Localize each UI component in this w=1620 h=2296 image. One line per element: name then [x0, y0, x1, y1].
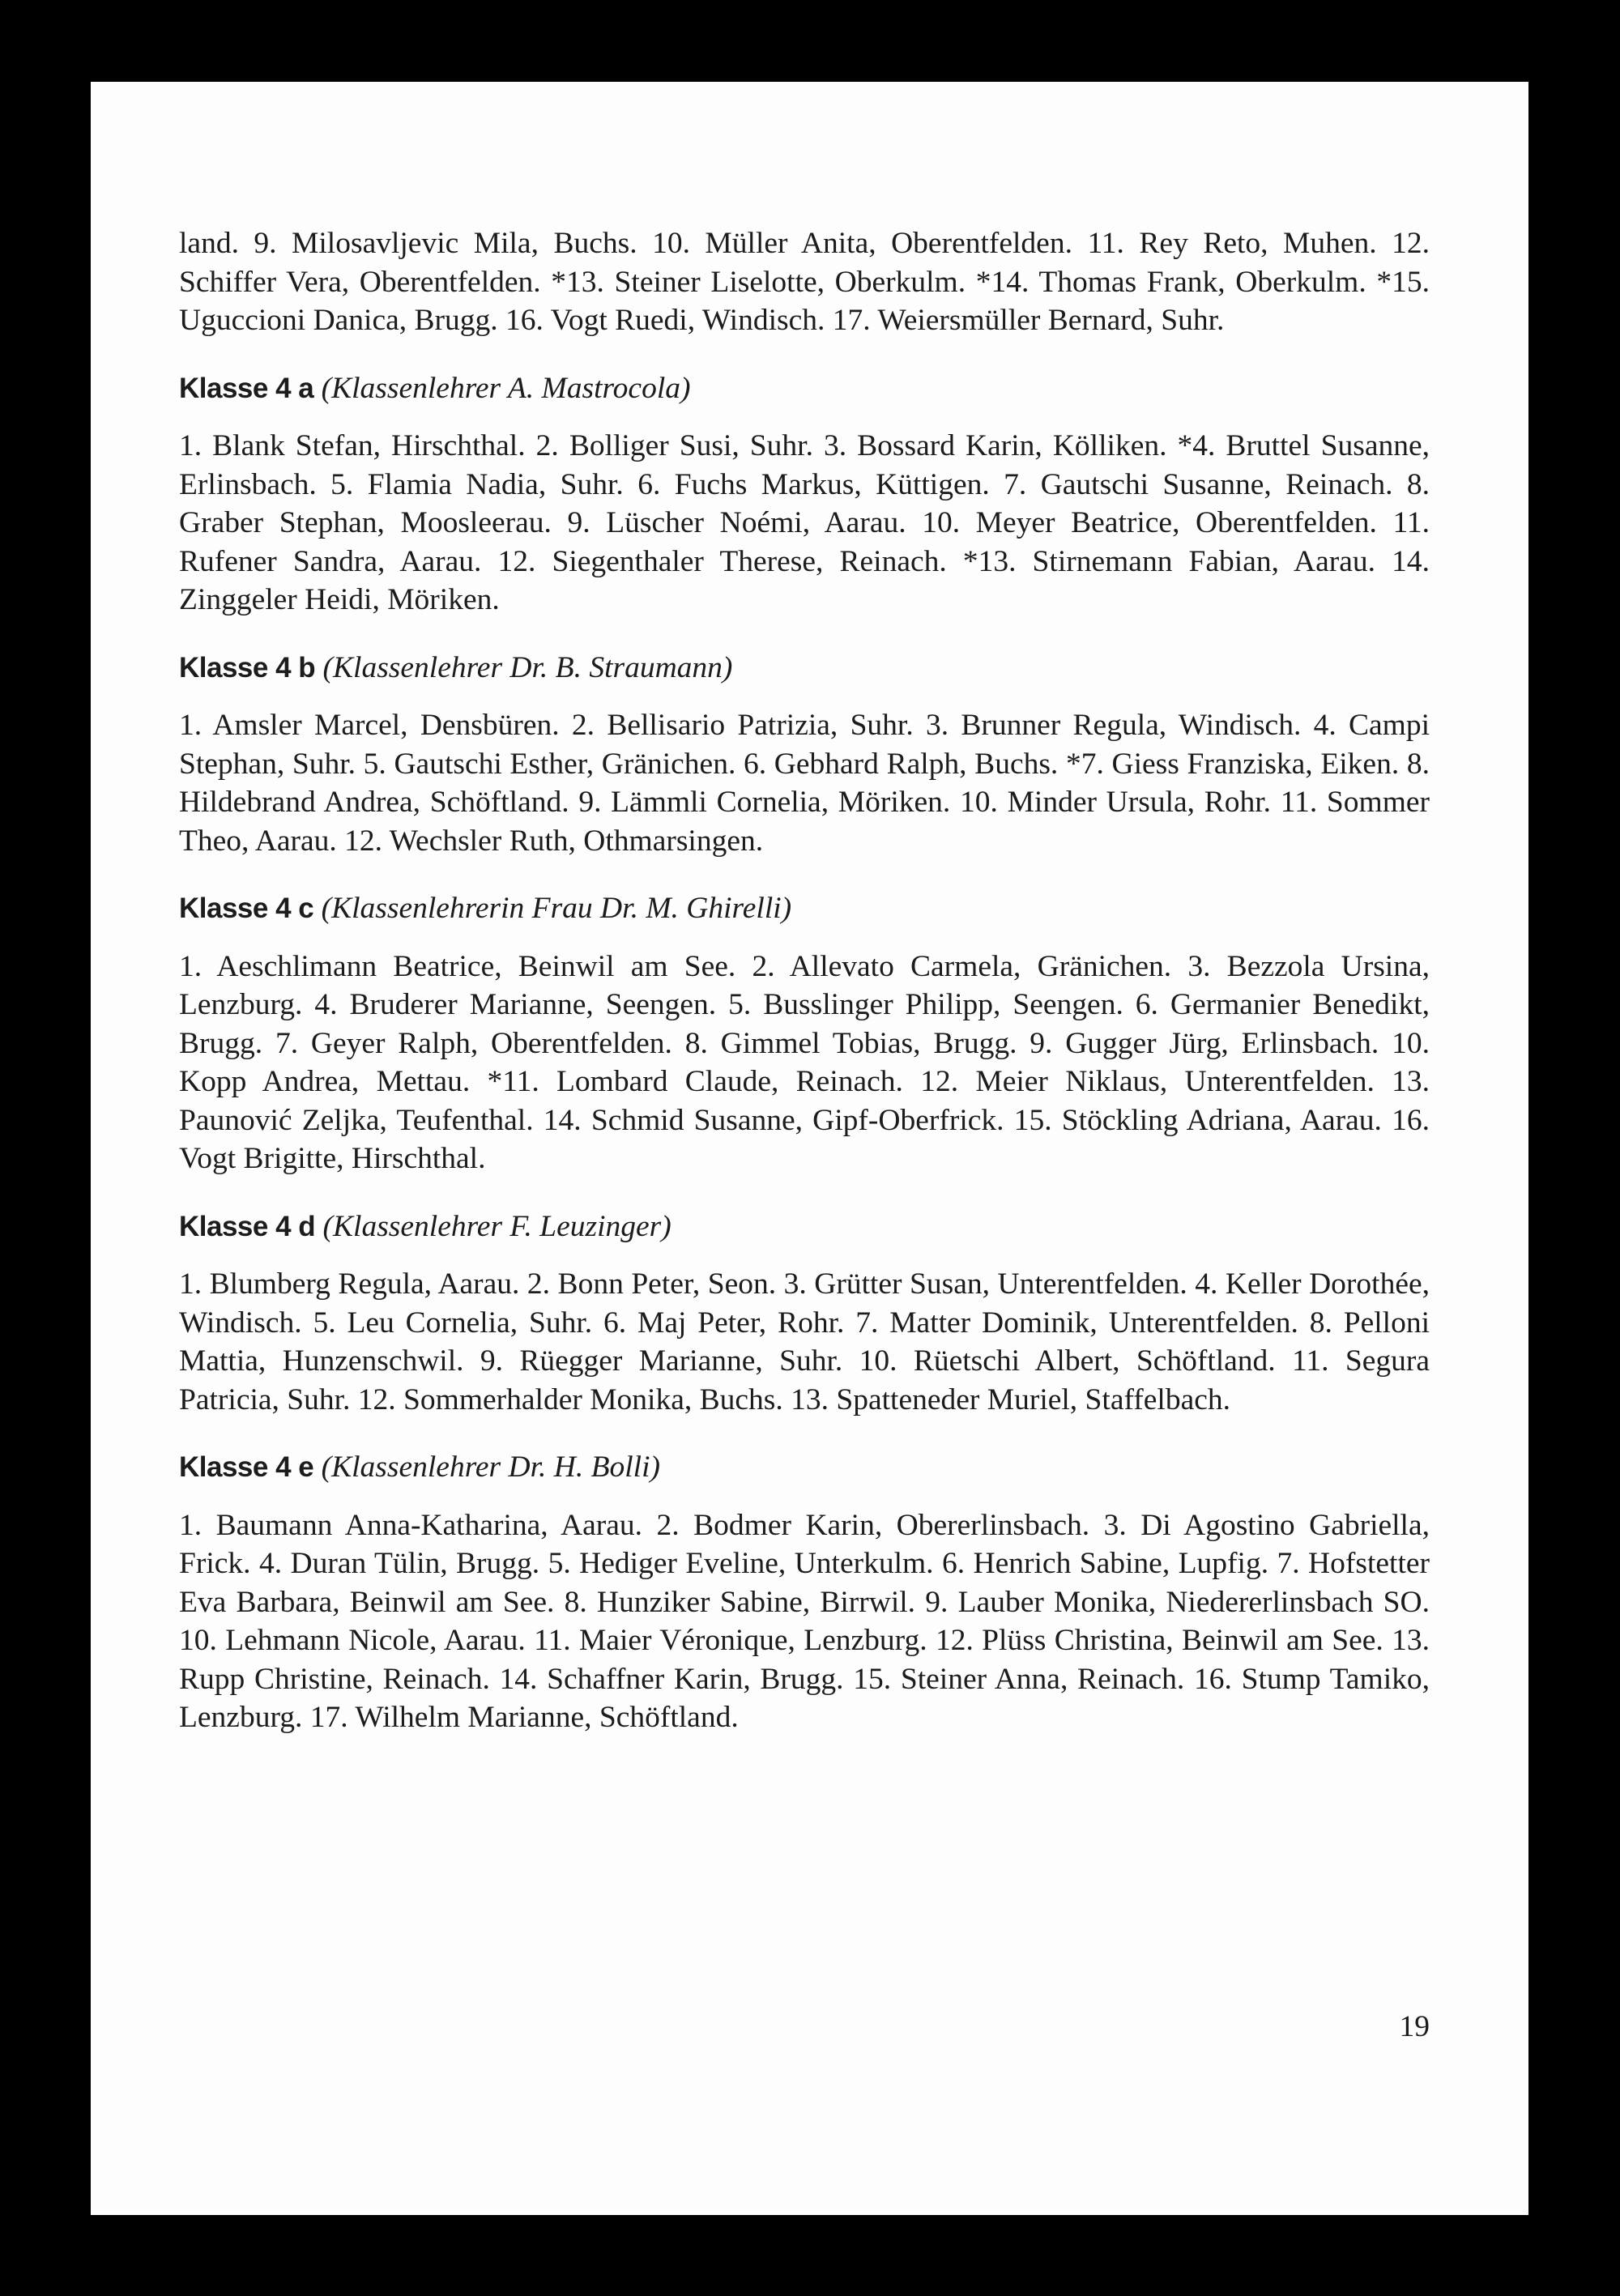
class-label: Klasse 4 c — [179, 892, 314, 924]
class-label: Klasse 4 e — [179, 1451, 314, 1483]
class-heading — [179, 369, 1430, 408]
class-section-4a — [179, 369, 1430, 620]
class-heading — [179, 649, 1430, 688]
class-student-list: 1. Blumberg Regula, Aarau. 2. Bonn Peter, Seon. 3. Grütter Susan, Unterentfelden. 4. Keller Dorothée, Windisch. 5. Leu Cornelia, Suhr. 6. Maj Peter, Rohr. 7. Matter Dominik, Unterentfelden. 8. Pelloni Mattia, Hunzenschwil. 9. Rüegger Marianne, Suhr. 10. Rüetschi Albert, Schöftland. 11. Segura Patricia, Suhr. 12. Sommerhalder Monika, Buchs. 13. Spatteneder Muriel, Staffelbach. — [179, 1267, 1430, 1416]
class-heading — [179, 1448, 1430, 1487]
class-heading — [179, 1208, 1430, 1246]
document-page — [91, 82, 1528, 2215]
class-heading — [179, 889, 1430, 928]
class-section-4b — [179, 649, 1430, 861]
class-teacher: (Klassenlehrerin Frau Dr. M. Ghirelli) — [321, 892, 792, 925]
page-number: 19 — [1399, 2010, 1430, 2043]
class-label: Klasse 4 b — [179, 651, 316, 684]
class-teacher: (Klassenlehrer Dr. H. Bolli) — [321, 1450, 661, 1484]
class-student-list: 1. Blank Stefan, Hirschthal. 2. Bolliger Susi, Suhr. 3. Bossard Karin, Kölliken. *4. Bruttel Susanne, Erlinsbach. 5. Flamia Nadia, Suhr. 6. Fuchs Markus, Küttigen. 7. Gautschi Susanne, Reinach. 8. Graber Stephan, Moosleerau. 9. Lüscher Noémi, Aarau. 10. Meyer Beatrice, Oberentfelden. 11. Rufener Sandra, Aarau. 12. Siegenthaler Therese, Reinach. *13. Stirnemann Fabian, Aarau. 14. Zinggeler Heidi, Möriken. — [179, 429, 1430, 616]
class-section-4d — [179, 1208, 1430, 1420]
class-label: Klasse 4 a — [179, 372, 314, 404]
page-content — [179, 224, 1430, 1737]
class-student-list: 1. Amsler Marcel, Densbüren. 2. Bellisario Patrizia, Suhr. 3. Brunner Regula, Windisch. 4. Campi Stephan, Suhr. 5. Gautschi Esther, Gränichen. 6. Gebhard Ralph, Buchs. *7. Giess Franziska, Eiken. 8. Hildebrand Andrea, Schöftland. 9. Lämmli Cornelia, Möriken. 10. Minder Ursula, Rohr. 11. Sommer Theo, Aarau. 12. Wechsler Ruth, Othmarsingen. — [179, 709, 1430, 858]
class-teacher: (Klassenlehrer Dr. B. Straumann) — [322, 650, 733, 684]
class-teacher: (Klassenlehrer A. Mastrocola) — [321, 371, 691, 405]
class-label: Klasse 4 d — [179, 1210, 316, 1242]
class-student-list: 1. Aeschlimann Beatrice, Beinwil am See. 2. Allevato Carmela, Gränichen. 3. Bezzola Ursina, Lenzburg. 4. Bruderer Marianne, Seengen. 5. Busslinger Philipp, Seengen. 6. Germanier Benedikt, Brugg. 7. Geyer Ralph, Oberentfelden. 8. Gimmel Tobias, Brugg. 9. Gugger Jürg, Erlinsbach. 10. Kopp Andrea, Mettau. *11. Lombard Claude, Reinach. 12. Meier Niklaus, Unterentfelden. 13. Paunović Zeljka, Teufenthal. 14. Schmid Susanne, Gipf-Oberfrick. 15. Stöckling Adriana, Aarau. 16. Vogt Brigitte, Hirschthal. — [179, 949, 1430, 1175]
intro-paragraph: land. 9. Milosavljevic Mila, Buchs. 10. Müller Anita, Oberentfelden. 11. Rey Reto, Muhen. 12. Schiffer Vera, Oberentfelden. *13. Steiner Liselotte, Oberkulm. *14. Thomas Frank, Oberkulm. *15. Uguccioni Danica, Brugg. 16. Vogt Ruedi, Windisch. 17. Weiersmüller Bernard, Suhr. — [179, 227, 1430, 337]
class-teacher: (Klassenlehrer F. Leuzinger) — [322, 1209, 671, 1243]
class-student-list: 1. Baumann Anna-Katharina, Aarau. 2. Bodmer Karin, Obererlinsbach. 3. Di Agostino Gabriella, Frick. 4. Duran Tülin, Brugg. 5. Hediger Eveline, Unterkulm. 6. Henrich Sabine, Lupfig. 7. Hofstetter Eva Barbara, Beinwil am See. 8. Hunziker Sabine, Birrwil. 9. Lauber Monika, Niedererlinsbach SO. 10. Lehmann Nicole, Aarau. 11. Maier Véronique, Lenzburg. 12. Plüss Christina, Beinwil am See. 13. Rupp Christine, Reinach. 14. Schaffner Karin, Brugg. 15. Steiner Anna, Reinach. 16. Stump Tamiko, Lenzburg. 17. Wilhelm Marianne, Schöftland. — [179, 1508, 1430, 1734]
class-section-4e — [179, 1448, 1430, 1737]
class-section-4c — [179, 889, 1430, 1178]
